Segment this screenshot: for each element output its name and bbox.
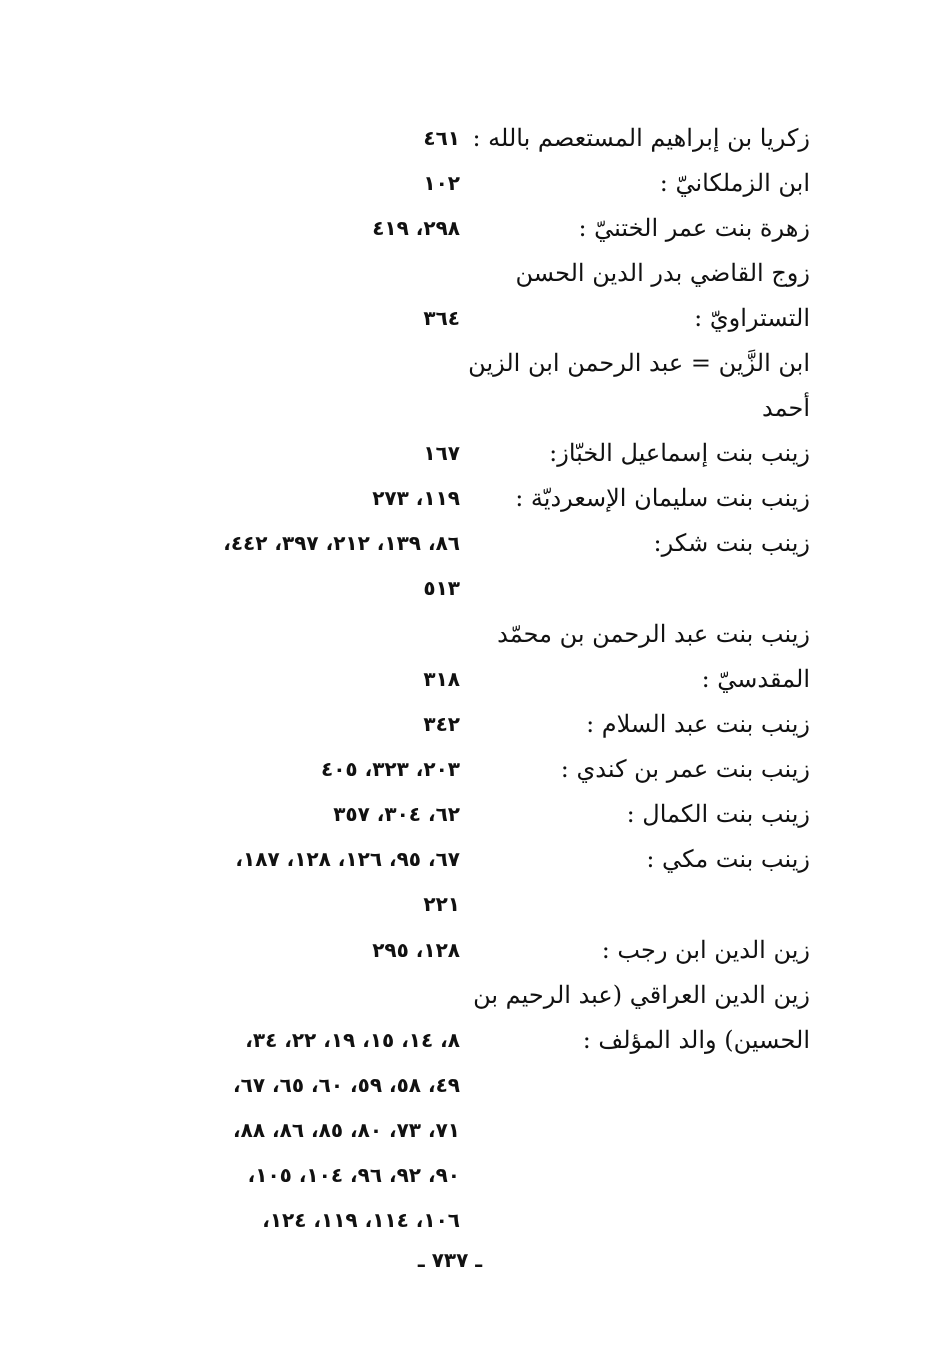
entry-pages: ٢٠٣، ٣٢٣، ٤٠٥ — [321, 757, 460, 781]
index-entry — [130, 566, 810, 610]
index-entry — [130, 612, 810, 656]
entry-name: زينب بنت عمر بن كندي : — [560, 755, 810, 783]
index-entry — [130, 1198, 810, 1242]
entry-pages: ١١٩، ٢٧٣ — [372, 486, 460, 510]
index-entry — [130, 161, 810, 205]
entry-pages: ٦٢، ٣٠٤، ٣٥٧ — [333, 802, 460, 826]
entry-name: زينب بنت مكي : — [646, 845, 810, 873]
entry-name: أحمد — [762, 394, 810, 422]
entry-name: زين الدين ابن رجب : — [601, 936, 810, 964]
index-entry — [130, 116, 810, 160]
entry-pages: ٣١٨ — [423, 667, 460, 691]
index-entry — [130, 296, 810, 340]
index-entry — [130, 341, 810, 385]
index-entry — [130, 206, 810, 250]
entry-pages: ١٦٧ — [423, 441, 460, 465]
entry-pages: ٣٦٤ — [423, 306, 460, 330]
entry-pages: ١٠٦، ١١٤، ١١٩، ١٢٤، — [262, 1208, 460, 1232]
entry-pages: ٣٤٢ — [423, 712, 460, 736]
index-entry — [130, 973, 810, 1017]
entry-name: ابن الزَّين = عبد الرحمن ابن الزين — [468, 349, 810, 377]
entry-name: زينب بنت عبد السلام : — [586, 710, 810, 738]
entry-name: زينب بنت إسماعيل الخبّاز: — [549, 439, 810, 467]
entry-pages: ٤٦١ — [423, 126, 460, 150]
entry-pages: ١٢٨، ٢٩٥ — [372, 938, 460, 962]
entry-pages: ٧١، ٧٣، ٨٠، ٨٥، ٨٦، ٨٨، — [233, 1118, 460, 1142]
entry-name: الحسين) والد المؤلف : — [582, 1026, 810, 1054]
page-number: ـ ٧٣٧ ـ — [417, 1248, 483, 1272]
entry-pages: ٢٢١ — [423, 892, 460, 916]
entry-name: زينب بنت سليمان الإسعرديّة : — [515, 484, 810, 512]
index-entry — [130, 1108, 810, 1152]
entry-name: التستراويّ : — [694, 304, 810, 332]
index-entry — [130, 1018, 810, 1062]
index-entry — [130, 747, 810, 791]
index-entry — [130, 521, 810, 565]
entry-name: زوج القاضي بدر الدين الحسن — [515, 259, 810, 287]
index-entry — [130, 1063, 810, 1107]
index-entry — [130, 792, 810, 836]
entry-name: زين الدين العراقي (عبد الرحيم بن — [473, 981, 810, 1009]
index-entry — [130, 882, 810, 926]
entry-name: زكريا بن إبراهيم المستعصم بالله : — [472, 124, 810, 152]
entry-name: ابن الزملكانيّ : — [659, 169, 810, 197]
index-entry — [130, 837, 810, 881]
entry-pages: ٦٧، ٩٥، ١٢٦، ١٢٨، ١٨٧، — [235, 847, 460, 871]
index-entry — [130, 1153, 810, 1197]
entry-pages: ٨٦، ١٣٩، ٢١٢، ٣٩٧، ٤٤٢، — [223, 531, 460, 555]
entry-pages: ٢٩٨، ٤١٩ — [372, 216, 460, 240]
entry-name: زينب بنت عبد الرحمن بن محمّد — [497, 620, 810, 648]
index-entry — [130, 431, 810, 475]
entry-pages: ٩٠، ٩٢، ٩٦، ١٠٤، ١٠٥، — [247, 1163, 460, 1187]
entry-name: المقدسيّ : — [701, 665, 810, 693]
entry-pages: ٤٩، ٥٨، ٥٩، ٦٠، ٦٥، ٦٧، — [233, 1073, 460, 1097]
entry-name: زينب بنت الكمال : — [626, 800, 810, 828]
index-entry — [130, 386, 810, 430]
entry-name: زينب بنت شكر: — [653, 529, 810, 557]
index-entry — [130, 476, 810, 520]
index-entry — [130, 928, 810, 972]
entry-name: زهرة بنت عمر الختنيّ : — [578, 214, 810, 242]
index-entry — [130, 251, 810, 295]
index-entry — [130, 657, 810, 701]
entry-pages: ١٠٢ — [423, 171, 460, 195]
index-entry — [130, 702, 810, 746]
entry-pages: ٥١٣ — [423, 576, 460, 600]
entry-pages: ٨، ١٤، ١٥، ١٩، ٢٢، ٣٤، — [245, 1028, 460, 1052]
